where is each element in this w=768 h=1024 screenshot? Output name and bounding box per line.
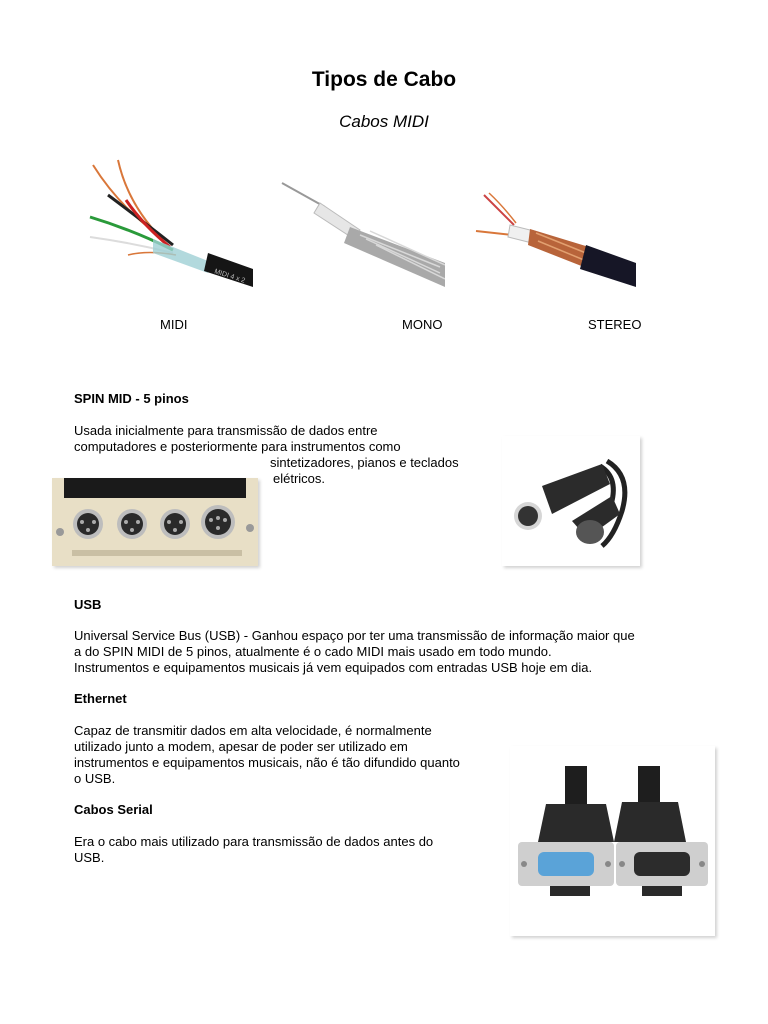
usb-text-1: Universal Service Bus (USB) - Ganhou espaço por ter uma transmissão de informação maior que (74, 628, 635, 643)
usb-heading: USB (74, 597, 102, 612)
page-subtitle: Cabos MIDI (339, 112, 429, 131)
din-connector-image (502, 436, 640, 566)
spin-midi-heading: SPIN MID - 5 pinos (74, 391, 189, 406)
ethernet-heading: Ethernet (74, 691, 127, 706)
mono-cable-image (280, 175, 445, 290)
page-title: Tipos de Cabo (311, 68, 457, 91)
midi-cable-image (88, 155, 253, 295)
usb-text-3: Instrumentos e equipamentos musicais já vem equipados com entradas USB hoje em dia. (74, 660, 593, 675)
serial-heading: Cabos Serial (74, 802, 153, 817)
spin-midi-text-1: Usada inicialmente para transmissão de dados entre (74, 423, 378, 438)
serial-text-1: Era o cabo mais utilizado para transmissão de dados antes do (74, 834, 434, 849)
ethernet-text-4: o USB. (74, 771, 116, 786)
mono-caption: MONO (402, 317, 443, 332)
stereo-caption: STEREO (588, 317, 642, 332)
spin-midi-text-3: sintetizadores, pianos e teclados (270, 455, 459, 470)
spin-midi-text-2: computadores e posteriormente para instrumentos como (74, 439, 401, 454)
ethernet-text-2: utilizado junto a modem, apesar de poder ser utilizado em (74, 739, 408, 754)
stereo-cable-image (474, 165, 639, 305)
ethernet-text-3: instrumentos e equipamentos musicais, não é tão difundido quanto (74, 755, 460, 770)
serial-connector-image (510, 746, 715, 936)
usb-text-2: a do SPIN MIDI de 5 pinos, atualmente é o cado MIDI mais usado em todo mundo. (74, 644, 552, 659)
serial-text-2: USB. (74, 850, 105, 865)
midi-jacket-print: MIDI 4 x 2 (213, 268, 246, 285)
midi-ports-image (52, 478, 258, 566)
ethernet-text-1: Capaz de transmitir dados em alta velocidade, é normalmente (74, 723, 432, 738)
spin-midi-text-4: elétricos. (273, 471, 326, 486)
midi-caption: MIDI (160, 317, 188, 332)
